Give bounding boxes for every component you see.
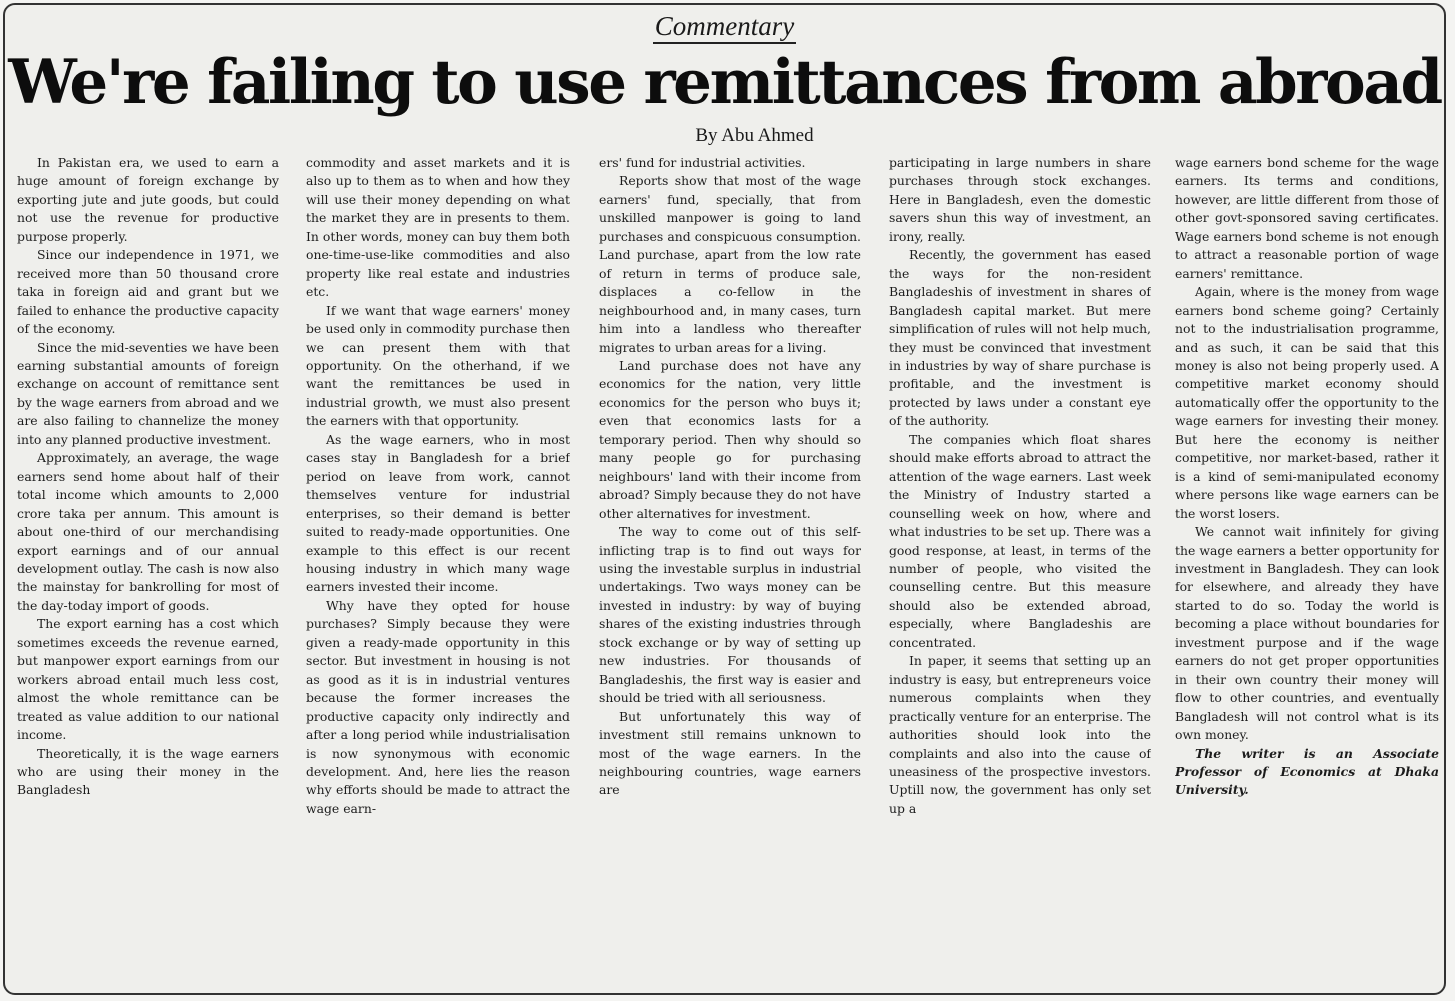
paragraph: Reports show that most of the wage earners' fund, specially, that from unskilled manpower is going to land purchases and conspicuous consumption. Land purchase, apart from the low rate of return in terms of produce sale, displaces a co-fellow in the neighbourhood and, in many cases, turn him into a landless who thereafter migrates to urban areas for a living. [599,173,861,355]
section-label: Commentary [5,11,1444,42]
paragraph: Theoretically, it is the wage earners who are using their money in the Bangladesh [17,745,279,798]
headline: We're failing to use remittances from abroad [8,47,1441,118]
paragraph: Land purchase does not have any economics for the nation, very little economics for the person who buys it; even that economics lasts for a temporary period. Then why should so many people go for purchasing neighbours' land with their income from abroad? Simply because they do not have other alternatives for investment. [599,357,861,521]
paragraph: Recently, the government has eased the ways for the non-resident Bangladeshis of investment in shares of Bangladesh capital market. But mere simplification of rules will not help much, they must be convinced that investment in industries by way of share purchase is profitable, and the investment is protected by laws under a constant eye of the authority. [889,247,1151,429]
paragraph: As the wage earners, who in most cases stay in Bangladesh for a brief period on leave from work, cannot themselves venture for industrial enterprises, so their demand is better suited to ready-made opportunities. One example to this effect is our recent housing industry in which many wage earners invested their income. [306,431,570,595]
article-column-2 [306,154,570,994]
paragraph: But unfortunately this way of investment still remains unknown to most of the wage earners. In the neighbouring countries, wage earners are [599,708,861,798]
paragraph-continued: wage earners bond scheme for the wage earners. Its terms and conditions, however, are little different from those of other govt-sponsored saving certificates. Wage earners bond scheme is not enough to attract a reasonable portion of wage earners' remittance. [1175,155,1439,281]
paragraph: Since the mid-seventies we have been earning substantial amounts of foreign exchange on account of remittance sent by the wage earners from abroad and we are also failing to channelize the money into any planned productive investment. [17,339,279,447]
paragraph-continued: participating in large numbers in share purchases through stock exchanges. Here in Bangladesh, even the domestic savers shun this way of investment, an irony, really. [889,155,1151,244]
newspaper-clipping [3,3,1446,995]
article-column-5 [1175,154,1439,994]
paragraph-continued: commodity and asset markets and it is also up to them as to when and how they will use their money depending on what the market they are in presents to them. In other words, money can buy them both one-time-use-like commodities and also property like real estate and industries etc. [306,155,570,300]
paragraph: In Pakistan era, we used to earn a huge amount of foreign exchange by exporting jute and jute goods, but could not use the revenue for productive purpose properly. [17,155,279,244]
paragraph: Again, where is the money from wage earners bond scheme going? Certainly not to the industrialisation programme, and as such, it can be said that this money is also not being properly used. A competitive market economy should automatically offer the opportunity to the wage earners for investing their money. But here the economy is neither competitive, nor market-based, rather it is a kind of semi-manipulated economy where persons like wage earners can be the worst losers. [1175,284,1439,521]
paragraph: Approximately, an average, the wage earners send home about half of their total income which amounts to 2,000 crore taka per annum. This amount is about one-third of our merchandising export earnings and of our annual development outlay. The cash is now also the mainstay for bankrolling for most of the day-today import of goods. [17,450,279,613]
paragraph: Since our independence in 1971, we received more than 50 thousand crore taka in foreign aid and grant but we failed to enhance the productive capacity of the economy. [17,247,279,337]
byline: By Abu Ahmed [695,125,814,146]
paragraph: In paper, it seems that setting up an industry is easy, but entrepreneurs voice numerous complaints when they practically venture for an enterprise. The authorities should look into the complaints and also into the cause of uneasiness of the prospective investors. Uptill now, the government has only set up a [889,653,1151,816]
paragraph: If we want that wage earners' money be used only in commodity purchase then we can present them with that opportunity. On the otherhand, if we want the remittances be used in industrial growth, we must also present the earners with that opportunity. [306,302,570,429]
paragraph: We cannot wait infinitely for giving the wage earners a better opportunity for investment in Bangladesh. They can look for elsewhere, and already they have started to do so. Today the world is becoming a place without boundaries for investment purpose and if the wage earners do not get proper opportunities in their own country their money will flow to other countries, and eventually Bangladesh will not control what is its own money. [1175,524,1439,743]
article-column-3 [599,154,861,994]
paragraph: The way to come out of this self-inflicting trap is to find out ways for using the investable surplus in industrial undertakings. Two ways money can be invested in industry: by way of buying shares of the existing industries through stock exchange or by way of setting up new industries. For thousands of Bangladeshis, the first way is easier and should be tried with all seriousness. [599,524,861,706]
article-column-4 [889,154,1151,994]
author-signoff: The writer is an Associate Professor of Economics at Dhaka University. [1175,745,1439,798]
paragraph-continued: ers' fund for industrial activities. [599,155,806,170]
paragraph: Why have they opted for house purchases? Simply because they were given a ready-made opportunity in this sector. But investment in housing is not as good as it is in industrial ventures because the former increases the productive capacity only indirectly and after a long period while industrialisation is now synonymous with economic development. And, here lies the reason why efforts should be made to attract the wage earn- [306,597,570,816]
article-column-1 [17,154,279,994]
paragraph: The companies which float shares should make efforts abroad to attract the attention of the wage earners. Last week the Ministry of Industry started a counselling week on how, where and what industries to be set up. There was a good response, at least, in terms of the number of people, who visited the counselling centre. But this measure should also be extended abroad, especially, where Bangladeshis are concentrated. [889,431,1151,650]
paragraph: The export earning has a cost which sometimes exceeds the revenue earned, but manpower export earnings from our workers abroad entail much less cost, almost the whole remittance can be treated as value addition to our national income. [17,616,279,743]
